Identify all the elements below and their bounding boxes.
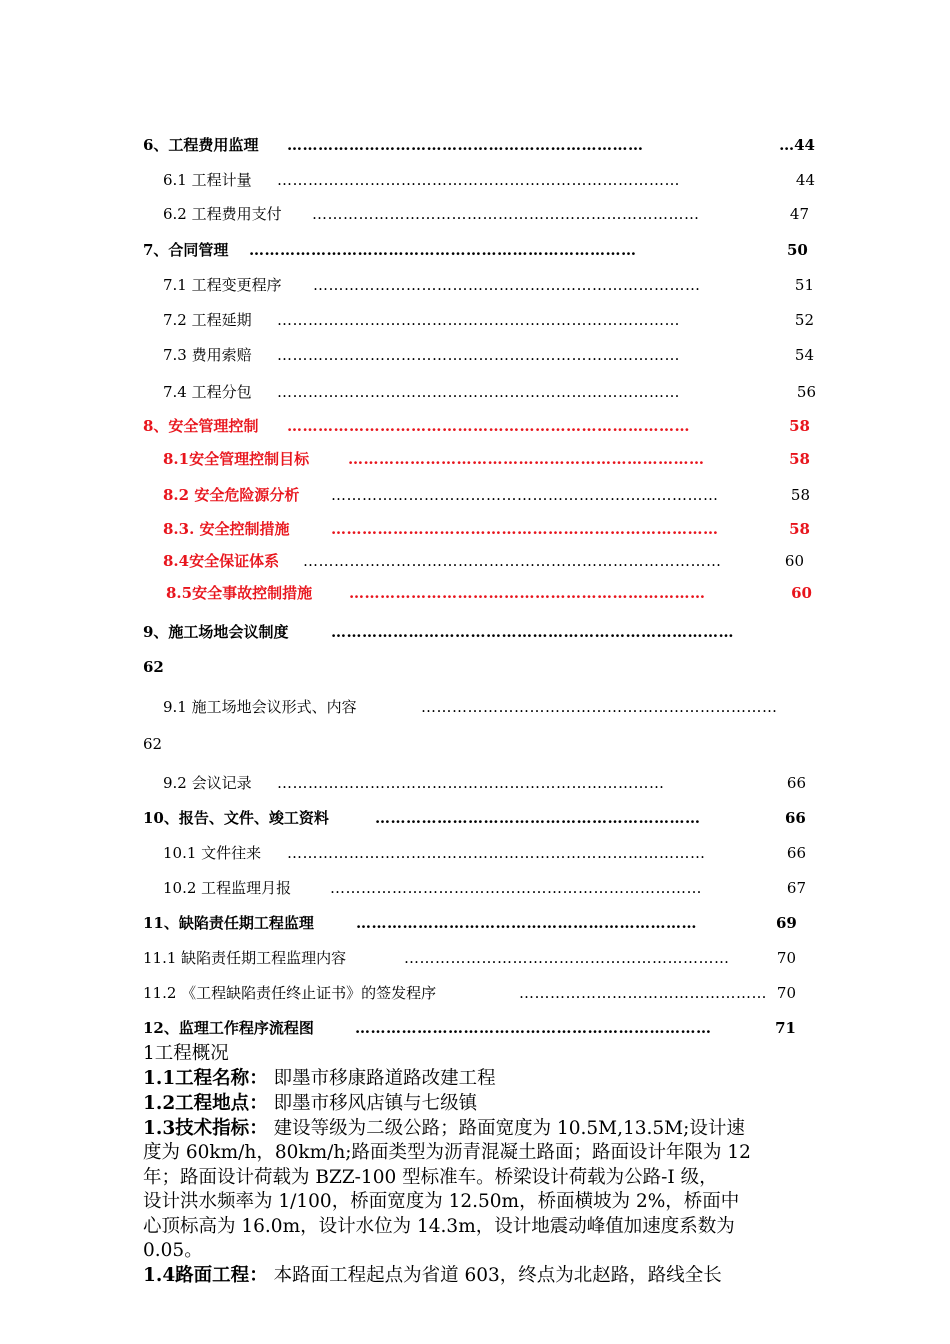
toc-leader-dots: …………………………………………………………… bbox=[348, 450, 705, 468]
body-line bbox=[143, 1239, 843, 1264]
toc-entry-8[interactable] bbox=[0, 411, 950, 441]
toc-leader-dots: ……………………………………………………………………… bbox=[303, 552, 722, 570]
toc-leader-dots: …………………………………………………………………… bbox=[277, 346, 680, 364]
toc-page-number: 54 bbox=[794, 346, 814, 364]
toc-page-number: 47 bbox=[789, 205, 809, 223]
toc-leader-dots: ………………………………………………………… bbox=[356, 914, 697, 932]
toc-entry-label: 9、施工场地会议制度 bbox=[143, 623, 289, 641]
toc-page-number: 60 bbox=[784, 552, 804, 570]
toc-leader-dots: ………………………………………………………………… bbox=[331, 486, 719, 504]
toc-leader-dots: ……………………………………………………… bbox=[404, 949, 730, 967]
toc-entry-9.2[interactable] bbox=[0, 768, 950, 798]
toc-page-number: 50 bbox=[787, 241, 808, 259]
toc-page-number: 58 bbox=[789, 417, 810, 435]
toc-leader-dots: ………………………………………………………………… bbox=[249, 241, 637, 259]
toc-entry-label: 9.1 施工场地会议形式、内容 bbox=[163, 698, 357, 716]
field-separator: ： bbox=[249, 1093, 268, 1114]
body-text: 心顶标高为 16.0m，设计水位为 14.3m，设计地震动峰值加速度系数为 bbox=[143, 1216, 735, 1237]
toc-page-number: 56 bbox=[796, 383, 816, 401]
toc-entry-label: 8.3. 安全控制措施 bbox=[163, 520, 290, 538]
toc-entry-11[interactable] bbox=[0, 908, 950, 938]
body-line bbox=[143, 1141, 843, 1166]
toc-entry-label: 7.2 工程延期 bbox=[163, 311, 252, 329]
toc-leader-dots: ……………………………………………………… bbox=[375, 809, 701, 827]
toc-page-number: 66 bbox=[786, 774, 806, 792]
toc-page-number: 71 bbox=[775, 1019, 796, 1037]
toc-page-number: 70 bbox=[776, 984, 796, 1002]
toc-page-number: 58 bbox=[789, 450, 810, 468]
body-line bbox=[143, 1092, 843, 1117]
toc-entry-label: 7.3 费用索赔 bbox=[163, 346, 252, 364]
body-text: 设计洪水频率为 1/100，桥面宽度为 12.50m，桥面横坡为 2%，桥面中 bbox=[143, 1191, 740, 1212]
body-text: 本路面工程起点为省道 603，终点为北赵路，路线全长 bbox=[273, 1265, 722, 1286]
toc-leader-dots: …………………………………………………………… bbox=[349, 584, 706, 602]
toc-entry-label: 62 bbox=[143, 658, 164, 676]
body-text: 0.05。 bbox=[143, 1240, 203, 1261]
toc-entry-8.3[interactable] bbox=[0, 514, 950, 544]
toc-leader-dots: …………………………………………………………………… bbox=[277, 383, 680, 401]
body-line bbox=[143, 1067, 843, 1092]
toc-entry-label: 7.4 工程分包 bbox=[163, 383, 252, 401]
body-text: 即墨市移康路道路改建工程 bbox=[273, 1068, 496, 1089]
toc-entry-8.4[interactable] bbox=[0, 546, 950, 576]
toc-entry-9[interactable] bbox=[0, 617, 950, 647]
toc-page-number: 60 bbox=[791, 584, 812, 602]
toc-page-number: 67 bbox=[786, 879, 806, 897]
toc-page-number: 58 bbox=[789, 520, 810, 538]
toc-entry-label: 8.2 安全危险源分析 bbox=[163, 486, 300, 504]
toc-entry-label: 10.2 工程监理月报 bbox=[163, 879, 292, 897]
toc-entry-7.3[interactable] bbox=[0, 340, 950, 370]
field-separator: ： bbox=[249, 1068, 268, 1089]
toc-entry-10.1[interactable] bbox=[0, 838, 950, 868]
toc-page-number: 58 bbox=[790, 486, 810, 504]
toc-page-number: 52 bbox=[794, 311, 814, 329]
toc-entry-label: 7、合同管理 bbox=[143, 241, 229, 259]
toc-entry-10[interactable] bbox=[0, 803, 950, 833]
toc-entry-6[interactable] bbox=[0, 130, 950, 160]
toc-entry-9.1[interactable] bbox=[0, 692, 950, 722]
toc-entry-label: 10、报告、文件、竣工资料 bbox=[143, 809, 329, 827]
toc-entry-9.1-page[interactable] bbox=[0, 729, 950, 759]
field-separator: ： bbox=[249, 1118, 268, 1139]
body-text: 建设等级为二级公路；路面宽度为 10.5M,13.5M;设计速 bbox=[273, 1118, 745, 1139]
toc-entry-label: 10.1 文件往来 bbox=[163, 844, 262, 862]
toc-entry-7.2[interactable] bbox=[0, 305, 950, 335]
toc-page-number: 44 bbox=[795, 171, 815, 189]
toc-entry-label: 8、安全管理控制 bbox=[143, 417, 259, 435]
body-line bbox=[143, 1117, 843, 1142]
toc-leader-dots: …………………………………………………………………… bbox=[277, 311, 680, 329]
toc-page-number: 66 bbox=[786, 844, 806, 862]
toc-entry-7[interactable] bbox=[0, 235, 950, 265]
toc-leader-dots: ……………………………………………………………… bbox=[330, 879, 702, 897]
field-label: 1.2工程地点 bbox=[143, 1093, 250, 1114]
toc-entry-label: 11.1 缺陷责任期工程监理内容 bbox=[143, 949, 347, 967]
toc-entry-11.2[interactable] bbox=[0, 978, 950, 1008]
toc-page-number: 51 bbox=[794, 276, 814, 294]
toc-page-number: 69 bbox=[776, 914, 797, 932]
toc-entry-11.1[interactable] bbox=[0, 943, 950, 973]
toc-entry-7.4[interactable] bbox=[0, 377, 950, 407]
toc-entry-label: 7.1 工程变更程序 bbox=[163, 276, 282, 294]
field-label: 1.3技术指标 bbox=[143, 1118, 250, 1139]
toc-entry-label: 8.4安全保证体系 bbox=[163, 552, 280, 570]
toc-leader-dots: …………………………………………………………… bbox=[287, 136, 644, 154]
toc-entry-label: 8.1安全管理控制目标 bbox=[163, 450, 310, 468]
body-line bbox=[143, 1166, 843, 1191]
toc-leader-dots: ………………………………………… bbox=[519, 984, 767, 1002]
body-line bbox=[143, 1190, 843, 1215]
body-line bbox=[143, 1215, 843, 1240]
toc-page-number: 70 bbox=[776, 949, 796, 967]
toc-leader-dots: …………………………………………………………… bbox=[421, 698, 778, 716]
toc-entry-6.1[interactable] bbox=[0, 165, 950, 195]
section-heading: 1工程概况 bbox=[143, 1043, 229, 1064]
body-line bbox=[143, 1264, 843, 1289]
toc-entry-label: 9.2 会议记录 bbox=[163, 774, 252, 792]
toc-entry-label: 6.2 工程费用支付 bbox=[163, 205, 282, 223]
toc-entry-8.2[interactable] bbox=[0, 480, 950, 510]
toc-entry-label: 8.5安全事故控制措施 bbox=[166, 584, 313, 602]
toc-entry-8.1[interactable] bbox=[0, 444, 950, 474]
body-text: 即墨市移风店镇与七级镇 bbox=[273, 1093, 478, 1114]
toc-entry-label: 6.1 工程计量 bbox=[163, 171, 252, 189]
toc-entry-7.1[interactable] bbox=[0, 270, 950, 300]
toc-leader-dots: ………………………………………………………………… bbox=[313, 276, 701, 294]
toc-entry-label: 11.2 《工程缺陷责任终止证书》的签发程序 bbox=[143, 984, 437, 1002]
field-label: 1.4路面工程 bbox=[143, 1265, 250, 1286]
toc-entry-8.5[interactable] bbox=[0, 578, 950, 608]
field-separator: ： bbox=[249, 1265, 268, 1286]
toc-leader-dots: …………………………………………………………………… bbox=[287, 417, 690, 435]
toc-leader-dots: ………………………………………………………………… bbox=[331, 520, 719, 538]
body-text: 度为 60km/h，80km/h;路面类型为沥青混凝土路面；路面设计年限为 12 bbox=[143, 1142, 751, 1163]
toc-page-number: 66 bbox=[785, 809, 806, 827]
toc-entry-12[interactable] bbox=[0, 1013, 950, 1043]
toc-entry-label: 6、工程费用监理 bbox=[143, 136, 259, 154]
field-label: 1.1工程名称 bbox=[143, 1068, 250, 1089]
body-text: 年；路面设计荷载为 BZZ-100 型标准车。桥梁设计荷载为公路-I 级， bbox=[143, 1167, 718, 1188]
toc-entry-6.2[interactable] bbox=[0, 199, 950, 229]
toc-leader-dots: …………………………………………………………………… bbox=[331, 623, 734, 641]
toc-entry-label: 11、缺陷责任期工程监理 bbox=[143, 914, 314, 932]
toc-leader-dots: ………………………………………………………………… bbox=[312, 205, 700, 223]
toc-leader-dots: ………………………………………………………………… bbox=[277, 774, 665, 792]
toc-entry-label: 62 bbox=[143, 735, 163, 753]
toc-entry-10.2[interactable] bbox=[0, 873, 950, 903]
toc-entry-label: 12、监理工作程序流程图 bbox=[143, 1019, 314, 1037]
toc-page-number: …44 bbox=[779, 136, 815, 154]
toc-leader-dots: …………………………………………………………… bbox=[355, 1019, 712, 1037]
toc-leader-dots: ……………………………………………………………………… bbox=[287, 844, 706, 862]
toc-leader-dots: …………………………………………………………………… bbox=[277, 171, 680, 189]
toc-entry-9-page[interactable] bbox=[0, 652, 950, 682]
